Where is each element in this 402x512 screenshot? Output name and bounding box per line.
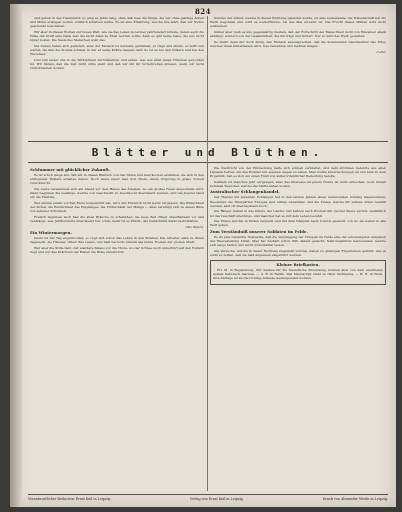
article-paragraph: Die Nachricht von der Entdeckung hatte sich schnell verbreitet, und bald strömten Gelehrte aus allen Ländern herbei, um das Wunder mit eigenen Augen zu sehen. Man stellte Untersuchungen an und kam zu dem Ergebniß, daß es sich um einen Fund von außerordentlicher Bedeutung handle. <box>210 166 386 179</box>
article-paragraph: Die Versuche, welche in dieser Richtung angestellt wurden, haben zu günstigen Ergebnissen geführt, und es steht zu hoffen, daß sie bald allgemein eingeführt werden. <box>210 248 386 257</box>
article-paragraph: und gehen in das Traumland; so ging es Jahre lang, ohne daß man die Dinge, die wir ohne geistige Arbeit und Mühe erlangen wollen, wirklich schätzen lernte. Es ist eine Erfahrung, welche uns lehrt, daß wir Nichts geschenkt bekommen. <box>30 16 204 29</box>
article-paragraph: Und nun lasset uns in die Wirklichkeit zurückkehren und sehen, was aus allen jenen Träumen geworden ist. Wir finden, daß die Zeit nicht stille steht und daß wir mit ihr fortschreiten müssen, wenn wir nicht zurückbleiben wollen. <box>30 57 204 71</box>
article-paragraph: Seitdem ist manches Jahr vergangen, aber das Interesse an jenem Funde ist nicht erloschen; noch immer kommen Besucher, welche die Stätte sehen wollen. <box>210 179 386 189</box>
bottom-left-column <box>30 166 204 489</box>
article-paragraph: Summe der Arbeit, welche in dieser Richtung geleistet wurde, ist eine bedeutende; die Wissenschaft hat ihr Werk begonnen und wird es weiterführen, bis das Ziel erreicht ist. Die Frucht dieser Mühen wird nicht ausbleiben. <box>210 16 386 29</box>
letterbox-text: Frl. M. in Regensburg. Wir danken für die freundliche Zusendung, können aber von dem Anerbieten keinen Gebrauch machen. — A. B. in Berlin. Das Manuscript steht zu Ihrer Verfügung. — H. R. in Wien. Ihre Anfrage ist an die richtige Adresse weitergeleitet worden. <box>213 268 383 281</box>
top-left-column <box>30 16 204 138</box>
footer-editor: Verantwortlicher Redacteur Ernst Keil in Leipzig. <box>28 497 111 501</box>
article-paragraph: Die Thiere werden in Kisten verpackt und mit dem Dampfer nach London gesandt, von wo sie weiter in alle Welt gehen. <box>210 219 386 228</box>
article-paragraph: Freilich beginnen auch hier die alten Bräuche zu schwinden; die neue Zeit dringt unaufhaltsam vor und verdrängt, was Jahrhunderte überdauert hat. Umso mehr ist es Pflicht, das Gedächtniß daran festzuhalten. <box>30 215 204 224</box>
newspaper-page <box>10 4 396 507</box>
letterbox-notice <box>210 260 386 285</box>
footer-printer: Druck von Alexander Wiede in Leipzig. <box>322 497 388 501</box>
letterbox-title: Kleiner Briefkasten. <box>276 261 320 267</box>
article-signature: Cotta. <box>376 49 386 54</box>
article-heading: Australischer Schlangenhandel. <box>210 189 280 195</box>
article-paragraph: So bleibt denn nur noch übrig, den Wunsch auszusprechen, daß die kommenden Geschlechter das Erbe, welches ihnen hinterlassen wird, treu bewahren und mehren mögen. <box>210 39 386 48</box>
article-paragraph: Der Handel mit lebenden Schlangen hat in den letzten Jahren einen bedeutenden Umfang angenommen. Besonders die Thiergärten Europas sind eifrige Abnehmer, und die Preise, welche für seltene Arten bezahlt werden, sind oft überraschend hoch. <box>210 195 386 208</box>
article-paragraph: Immer aber muß es uns gegenwärtig bleiben, daß der Fortschritt der Menschheit nicht von Einzelnen allein abhängt, sondern von der Gesammtheit, die ihn trägt und fördert. Nur so wird das Werk gedeihen. <box>210 29 386 39</box>
masthead-rule <box>28 162 388 163</box>
article-paragraph: Es ist eine bekannte Thatsache, daß die Verpflegung der Truppen im Felde eine der schwierigsten Aufgaben der Heeresleitung bildet. Man hat deshalb schon früh darauf gedacht, Nahrungsmittel herzustellen, welche sich lange halten und leicht fortschaffen lassen. <box>210 234 386 247</box>
article-heading: Ein Wintermorgen. <box>30 230 72 236</box>
article-heading: Zum Verständniß unserer Soldaten im Felde. <box>210 228 308 234</box>
bottom-right-column <box>210 166 386 489</box>
article-paragraph: Wer aber die Stille liebt, der wandere hinaus vor die Thore, wo der Schnee noch unberührt auf den Feldern liegt und nur das Krächzen der Raben die Ruhe unterbricht. <box>30 246 204 255</box>
article-paragraph: Wer einmal einem solchen Feste beigewohnt hat, wird den Eindruck nicht leicht vergessen. Die Einfachheit der Sitten, die Herzlichkeit des Empfanges, die Fröhlichkeit der Menge — alles vereinigt sich zu einem Bilde von seltener Schönheit. <box>30 201 204 214</box>
column-divider <box>207 16 208 491</box>
footer-publisher: Verlag von Ernst Keil in Leipzig. <box>189 497 244 501</box>
section-masthead: Blätter und Blüthen. <box>91 146 325 159</box>
article-heading: Schlummer mit glücklicher Zukunft. <box>30 167 111 172</box>
article-paragraph: Wir aber in diesen Worten zur bösen Welt, wie sie das Leben im letzten Jahrhundert bildete, denen auch die Höhe der Kraft eine Gabe war, die nicht Allen zu Theil werden sollte; denn es gibt keine Gabe, die uns nicht Opfer kostet. Die Seele des Menschen weiß das. <box>30 29 204 43</box>
article-paragraph: Kaum ist der Tag angebrochen, so regt sich schon das Leben in den Straßen. Die Arbeiter eilen zu ihrem Tagewerk, die Händler öffnen ihre Läden, und bald herrscht überall das bunte Treiben der großen Stadt. <box>30 236 204 245</box>
top-rule <box>28 141 388 142</box>
article-paragraph: Es ist schon lange her, daß wir in diesen Blättern von den Sitten und Gebräuchen erzählten, die sich in den entlegenen Thälern erhalten haben. Noch heute feiert man dort Feste, deren Ursprung in graue Vorzeit zurückreicht. <box>30 173 204 186</box>
article-paragraph: Die Fänger ziehen in das Innere des Landes und kehren nach Wochen mit reicher Beute zurück. Gefährlich ist das Geschäft allerdings, und mancher hat es mit dem Leben bezahlt. <box>210 209 386 218</box>
article-paragraph: Die Leute versammeln sich am Abend vor dem Hause des Ältesten, wo ein großes Feuer angezündet wird. Dann beginnen die Gesänge, welche von Geschlecht zu Geschlecht überliefert wurden, und die Jugend tanzt um die Flamme. <box>30 187 204 200</box>
page-footer <box>28 494 388 501</box>
article-signature: Otto Banck. <box>185 224 204 229</box>
article-paragraph: Die Zeiten haben sich geändert, aber der Mensch ist derselbe geblieben; er ringt und strebt, er hofft und wartet, bis ihm die Stunde schlägt, in der er seine Kräfte messen darf. So ist es bei den Völkern und bei den Einzelnen. <box>30 43 204 57</box>
top-right-column <box>210 16 386 138</box>
page-binding-shadow <box>10 4 22 507</box>
page-number: 824 <box>194 7 212 16</box>
